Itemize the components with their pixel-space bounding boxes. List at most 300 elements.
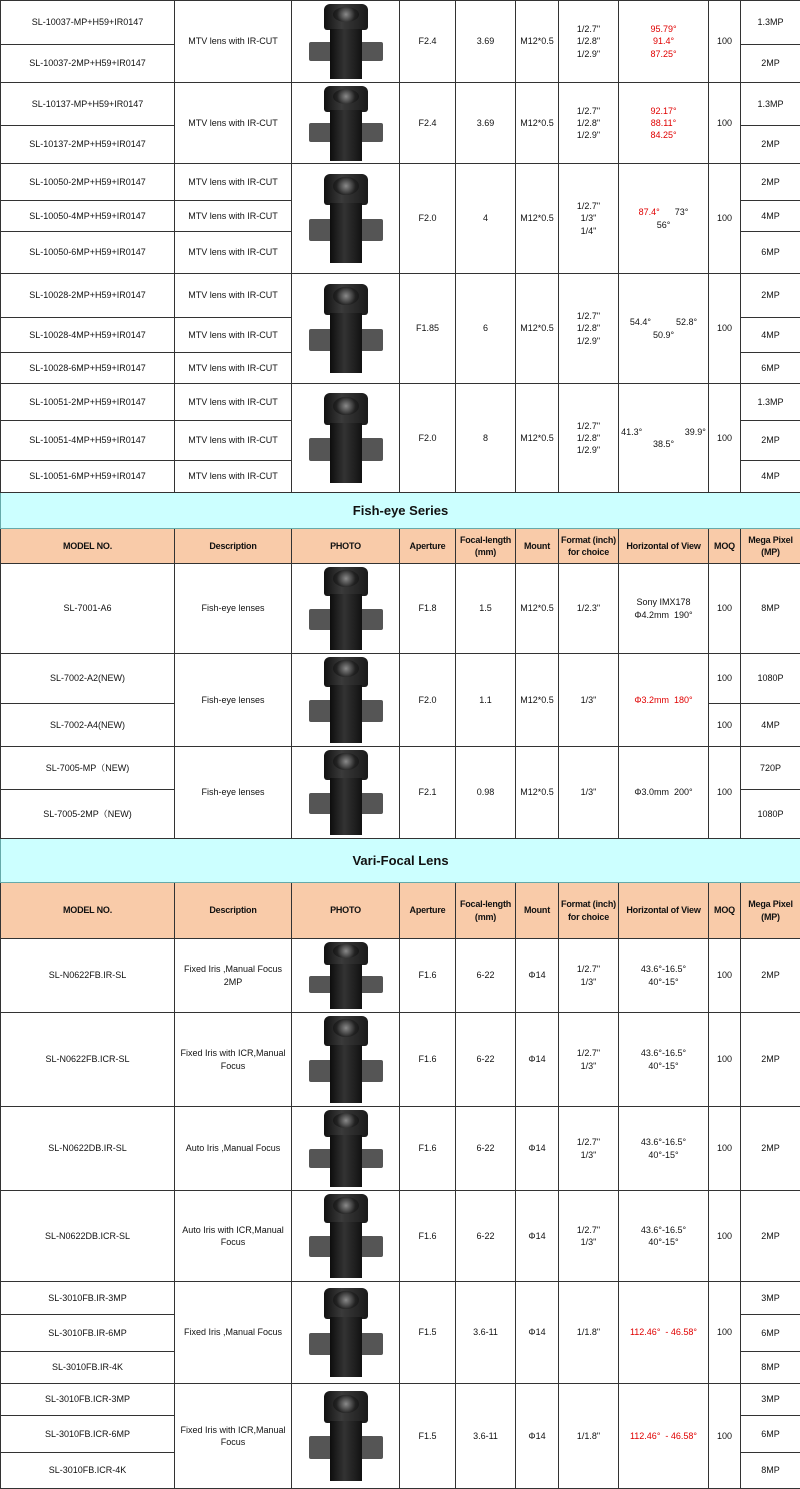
- model-no: SL-7002-A2(NEW): [1, 654, 175, 704]
- lens-photo: [301, 1194, 391, 1279]
- format-value: 1/2.7": [561, 963, 616, 975]
- format-value: 1/3": [561, 1060, 616, 1072]
- moq: 100: [709, 654, 741, 704]
- description: MTV lens with IR-CUT: [175, 164, 292, 201]
- model-no: SL-10137-2MP+H59+IR0147: [1, 126, 175, 164]
- hfov-value: 112.46° - 46.58°: [630, 1431, 697, 1441]
- description: Fixed Iris with ICR,Manual Focus: [175, 1384, 292, 1489]
- photo-cell: [292, 384, 400, 493]
- model-no: SL-3010FB.IR-3MP: [1, 1282, 175, 1315]
- hfov-value: 112.46° - 46.58°: [630, 1327, 697, 1337]
- moq: 100: [709, 1107, 741, 1191]
- horizontal-view: [619, 1, 709, 83]
- aperture: F2.0: [400, 654, 456, 747]
- format: [559, 384, 619, 493]
- column-header: Description: [175, 883, 292, 939]
- aperture: F1.6: [400, 939, 456, 1013]
- hfov-value: 91.4°: [653, 36, 674, 46]
- aperture: F1.6: [400, 1191, 456, 1282]
- format-value: 1/2.7": [561, 1047, 616, 1059]
- format-value: 1/2.7": [561, 23, 616, 35]
- mega-pixel: 1080P: [741, 654, 800, 704]
- mega-pixel: 2MP: [741, 274, 800, 318]
- format-value: 1/2.7": [561, 420, 616, 432]
- hfov-value: 88.11°: [651, 118, 676, 128]
- column-header: Focal-length (mm): [456, 883, 516, 939]
- mount: Φ14: [516, 1282, 559, 1384]
- format-value: 1/2.8": [561, 117, 616, 129]
- format-value: 1/3": [561, 1149, 616, 1161]
- mount: M12*0.5: [516, 1, 559, 83]
- format-value: 1/3": [561, 694, 616, 706]
- focal-length: 3.69: [456, 1, 516, 83]
- table-row: [1, 747, 800, 790]
- moq: 100: [709, 704, 741, 747]
- hfov-value: 50.9°: [653, 330, 674, 340]
- format: [559, 1384, 619, 1489]
- photo-cell: [292, 747, 400, 839]
- format-value: 1/4": [561, 225, 616, 237]
- lens-photo: [301, 393, 391, 483]
- aperture: F2.0: [400, 164, 456, 274]
- horizontal-view: [619, 1384, 709, 1489]
- format-value: 1/2.9": [561, 129, 616, 141]
- aperture: F2.4: [400, 1, 456, 83]
- model-no: SL-7005-2MP（NEW): [1, 790, 175, 839]
- aperture: F2.0: [400, 384, 456, 493]
- mega-pixel: 8MP: [741, 1352, 800, 1384]
- table-row: [1, 274, 800, 318]
- horizontal-view: [619, 384, 709, 493]
- hfov-value: 41.3° 39.9°: [621, 427, 706, 437]
- moq: 100: [709, 384, 741, 493]
- mega-pixel: 3MP: [741, 1282, 800, 1315]
- hfov-line: [621, 316, 706, 328]
- aperture: F1.5: [400, 1282, 456, 1384]
- lens-photo: [301, 174, 391, 264]
- mega-pixel: 6MP: [741, 1416, 800, 1453]
- lens-photo: [301, 86, 391, 161]
- horizontal-view: [619, 164, 709, 274]
- format-value: 1/2.9": [561, 335, 616, 347]
- format: [559, 1, 619, 83]
- model-no: SL-10051-6MP+H59+IR0147: [1, 461, 175, 493]
- model-no: SL-10050-6MP+H59+IR0147: [1, 232, 175, 274]
- mount: M12*0.5: [516, 564, 559, 654]
- lens-photo: [301, 567, 391, 651]
- description: MTV lens with IR-CUT: [175, 83, 292, 164]
- moq: 100: [709, 1, 741, 83]
- model-no: SL-10028-2MP+H59+IR0147: [1, 274, 175, 318]
- photo-cell: [292, 939, 400, 1013]
- hfov-line: [621, 219, 706, 231]
- mega-pixel: 2MP: [741, 1191, 800, 1282]
- hfov-line: [621, 117, 706, 129]
- mega-pixel: 1.3MP: [741, 83, 800, 126]
- mount: Φ14: [516, 939, 559, 1013]
- format-value: 1/2.8": [561, 322, 616, 334]
- photo-cell: [292, 164, 400, 274]
- table-row: [1, 654, 800, 704]
- photo-cell: [292, 83, 400, 164]
- table-row: [1, 1384, 800, 1416]
- moq: 100: [709, 83, 741, 164]
- format: [559, 83, 619, 164]
- description: MTV lens with IR-CUT: [175, 1, 292, 83]
- model-no: SL-N0622FB.ICR-SL: [1, 1013, 175, 1107]
- model-no: SL-N0622DB.IR-SL: [1, 1107, 175, 1191]
- focal-length: 6-22: [456, 1107, 516, 1191]
- mega-pixel: 6MP: [741, 1315, 800, 1352]
- format-value: 1/2.9": [561, 444, 616, 456]
- model-no: SL-10051-4MP+H59+IR0147: [1, 421, 175, 461]
- description: MTV lens with IR-CUT: [175, 353, 292, 384]
- hfov-line: [621, 1136, 706, 1148]
- column-header: PHOTO: [292, 883, 400, 939]
- hfov-value: 43.6°-16.5°: [641, 1137, 686, 1147]
- column-header: MODEL NO.: [1, 529, 175, 564]
- mega-pixel: 2MP: [741, 126, 800, 164]
- hfov-line: [621, 206, 706, 218]
- mega-pixel: 1080P: [741, 790, 800, 839]
- model-no: SL-10037-MP+H59+IR0147: [1, 1, 175, 45]
- hfov-line: [621, 48, 706, 60]
- description: Fixed Iris with ICR,Manual Focus: [175, 1013, 292, 1107]
- hfov-line: [621, 1149, 706, 1161]
- column-header: Horizontal of View: [619, 883, 709, 939]
- mega-pixel: 2MP: [741, 421, 800, 461]
- section-title: Vari-Focal Lens: [1, 839, 800, 883]
- table-row: [1, 1107, 800, 1191]
- horizontal-view: [619, 564, 709, 654]
- description: Auto Iris ,Manual Focus: [175, 1107, 292, 1191]
- hfov-value: 87.4°: [639, 207, 660, 217]
- description: MTV lens with IR-CUT: [175, 461, 292, 493]
- column-header: Mega Pixel (MP): [741, 883, 800, 939]
- mega-pixel: 4MP: [741, 461, 800, 493]
- mega-pixel: 2MP: [741, 164, 800, 201]
- table-row: [1, 1191, 800, 1282]
- column-header: Mount: [516, 883, 559, 939]
- column-header: Mega Pixel (MP): [741, 529, 800, 564]
- photo-cell: [292, 1282, 400, 1384]
- focal-length: 6-22: [456, 939, 516, 1013]
- format-value: 1/2.7": [561, 1224, 616, 1236]
- format-value: 1/2.8": [561, 432, 616, 444]
- hfov-value: Sony IMX178: [636, 597, 690, 607]
- table-row: [1, 83, 800, 126]
- hfov-value: 40°-15°: [648, 1150, 678, 1160]
- table-row: [1, 1013, 800, 1107]
- aperture: F2.1: [400, 747, 456, 839]
- focal-length: 3.69: [456, 83, 516, 164]
- column-header: MODEL NO.: [1, 883, 175, 939]
- focal-length: 6-22: [456, 1013, 516, 1107]
- format: [559, 654, 619, 747]
- mega-pixel: 8MP: [741, 1453, 800, 1489]
- column-header: Aperture: [400, 529, 456, 564]
- hfov-line: [621, 426, 706, 438]
- hfov-value: 43.6°-16.5°: [641, 1048, 686, 1058]
- aperture: F1.85: [400, 274, 456, 384]
- mega-pixel: 1.3MP: [741, 384, 800, 421]
- model-no: SL-10050-4MP+H59+IR0147: [1, 201, 175, 232]
- hfov-line: [621, 694, 706, 706]
- lens-photo: [301, 942, 391, 1010]
- format: [559, 1013, 619, 1107]
- hfov-line: [621, 976, 706, 988]
- hfov-value: Φ3.0mm 200°: [634, 787, 692, 797]
- mount: M12*0.5: [516, 654, 559, 747]
- column-header: Format (inch) for choice: [559, 883, 619, 939]
- mega-pixel: 2MP: [741, 939, 800, 1013]
- hfov-value: 87.25°: [650, 49, 676, 59]
- horizontal-view: [619, 1282, 709, 1384]
- hfov-line: [621, 1060, 706, 1072]
- mega-pixel: 720P: [741, 747, 800, 790]
- format-value: 1/1.8": [561, 1430, 616, 1442]
- aperture: F1.6: [400, 1107, 456, 1191]
- horizontal-view: [619, 274, 709, 384]
- hfov-value: 38.5°: [653, 439, 674, 449]
- column-header: MOQ: [709, 883, 741, 939]
- hfov-line: [621, 609, 706, 621]
- hfov-line: [621, 329, 706, 341]
- focal-length: 1.1: [456, 654, 516, 747]
- horizontal-view: [619, 654, 709, 747]
- hfov-line: [621, 1224, 706, 1236]
- hfov-value: 43.6°-16.5°: [641, 1225, 686, 1235]
- format-value: 1/2.3": [561, 602, 616, 614]
- horizontal-view: [619, 1191, 709, 1282]
- column-header: Mount: [516, 529, 559, 564]
- description: MTV lens with IR-CUT: [175, 318, 292, 353]
- section-title: Fish-eye Series: [1, 493, 800, 529]
- format-value: 1/2.9": [561, 48, 616, 60]
- focal-length: 0.98: [456, 747, 516, 839]
- mega-pixel: 4MP: [741, 704, 800, 747]
- description: MTV lens with IR-CUT: [175, 421, 292, 461]
- mount: M12*0.5: [516, 384, 559, 493]
- mega-pixel: 2MP: [741, 1013, 800, 1107]
- focal-length: 8: [456, 384, 516, 493]
- format-value: 1/1.8": [561, 1326, 616, 1338]
- mega-pixel: 6MP: [741, 353, 800, 384]
- mega-pixel: 4MP: [741, 201, 800, 232]
- model-no: SL-3010FB.ICR-3MP: [1, 1384, 175, 1416]
- hfov-value: 40°-15°: [648, 977, 678, 987]
- mega-pixel: 1.3MP: [741, 1, 800, 45]
- lens-photo: [301, 1016, 391, 1104]
- focal-length: 6-22: [456, 1191, 516, 1282]
- hfov-value: 95.79°: [650, 24, 676, 34]
- horizontal-view: [619, 83, 709, 164]
- model-no: SL-10050-2MP+H59+IR0147: [1, 164, 175, 201]
- model-no: SL-10028-4MP+H59+IR0147: [1, 318, 175, 353]
- hfov-value: Φ3.2mm 180°: [634, 695, 692, 705]
- description: Fixed Iris ,Manual Focus 2MP: [175, 939, 292, 1013]
- table-row: [1, 939, 800, 1013]
- format: [559, 564, 619, 654]
- column-header: MOQ: [709, 529, 741, 564]
- format-value: 1/3": [561, 976, 616, 988]
- hfov-value: 54.4° 52.8°: [630, 317, 697, 327]
- model-no: SL-N0622DB.ICR-SL: [1, 1191, 175, 1282]
- hfov-line: [621, 129, 706, 141]
- model-no: SL-3010FB.IR-4K: [1, 1352, 175, 1384]
- focal-length: 6: [456, 274, 516, 384]
- mount: Φ14: [516, 1384, 559, 1489]
- lens-photo: [301, 4, 391, 80]
- mega-pixel: 2MP: [741, 1107, 800, 1191]
- hfov-line: [621, 23, 706, 35]
- lens-photo: [301, 284, 391, 374]
- hfov-line: [621, 1430, 706, 1442]
- format: [559, 1107, 619, 1191]
- mega-pixel: 6MP: [741, 232, 800, 274]
- moq: 100: [709, 1013, 741, 1107]
- photo-cell: [292, 1191, 400, 1282]
- format-value: 1/2.7": [561, 310, 616, 322]
- table-row: [1, 564, 800, 654]
- description: MTV lens with IR-CUT: [175, 232, 292, 274]
- model-no: SL-10051-2MP+H59+IR0147: [1, 384, 175, 421]
- hfov-line: [621, 963, 706, 975]
- format: [559, 164, 619, 274]
- horizontal-view: [619, 1107, 709, 1191]
- photo-cell: [292, 654, 400, 747]
- model-no: SL-3010FB.ICR-4K: [1, 1453, 175, 1489]
- description: Fixed Iris ,Manual Focus: [175, 1282, 292, 1384]
- description: Fish-eye lenses: [175, 654, 292, 747]
- column-header: Horizontal of View: [619, 529, 709, 564]
- format-value: 1/2.8": [561, 35, 616, 47]
- description: Fish-eye lenses: [175, 747, 292, 839]
- table-row: [1, 164, 800, 201]
- description: Auto Iris with ICR,Manual Focus: [175, 1191, 292, 1282]
- aperture: F1.5: [400, 1384, 456, 1489]
- moq: 100: [709, 1191, 741, 1282]
- mount: M12*0.5: [516, 747, 559, 839]
- model-no: SL-7002-A4(NEW): [1, 704, 175, 747]
- column-header: Aperture: [400, 883, 456, 939]
- format-value: 1/3": [561, 1236, 616, 1248]
- model-no: SL-10037-2MP+H59+IR0147: [1, 45, 175, 83]
- format-value: 1/2.7": [561, 1136, 616, 1148]
- photo-cell: [292, 564, 400, 654]
- hfov-line: [621, 105, 706, 117]
- hfov-value: 73°: [660, 207, 689, 217]
- horizontal-view: [619, 747, 709, 839]
- focal-length: 3.6-11: [456, 1282, 516, 1384]
- moq: 100: [709, 747, 741, 839]
- model-no: SL-3010FB.IR-6MP: [1, 1315, 175, 1352]
- moq: 100: [709, 564, 741, 654]
- hfov-value: 40°-15°: [648, 1061, 678, 1071]
- moq: 100: [709, 1282, 741, 1384]
- description: Fish-eye lenses: [175, 564, 292, 654]
- hfov-value: Φ4.2mm 190°: [634, 610, 692, 620]
- format-value: 1/3": [561, 212, 616, 224]
- description: MTV lens with IR-CUT: [175, 384, 292, 421]
- format: [559, 747, 619, 839]
- description: MTV lens with IR-CUT: [175, 201, 292, 232]
- lens-photo: [301, 1110, 391, 1188]
- mega-pixel: 4MP: [741, 318, 800, 353]
- model-no: SL-7005-MP（NEW): [1, 747, 175, 790]
- table-row: [1, 1282, 800, 1315]
- photo-cell: [292, 274, 400, 384]
- lens-photo: [301, 657, 391, 744]
- mount: Φ14: [516, 1013, 559, 1107]
- hfov-line: [621, 438, 706, 450]
- aperture: F1.6: [400, 1013, 456, 1107]
- hfov-line: [621, 1047, 706, 1059]
- column-header: Format (inch) for choice: [559, 529, 619, 564]
- hfov-value: 84.25°: [650, 130, 676, 140]
- mega-pixel: 2MP: [741, 45, 800, 83]
- horizontal-view: [619, 1013, 709, 1107]
- model-no: SL-N0622FB.IR-SL: [1, 939, 175, 1013]
- moq: 100: [709, 274, 741, 384]
- photo-cell: [292, 1384, 400, 1489]
- hfov-value: 56°: [657, 220, 671, 230]
- model-no: SL-7001-A6: [1, 564, 175, 654]
- column-header: Focal-length (mm): [456, 529, 516, 564]
- lens-photo: [301, 1391, 391, 1481]
- model-no: SL-3010FB.ICR-6MP: [1, 1416, 175, 1453]
- column-header: PHOTO: [292, 529, 400, 564]
- table-row: [1, 384, 800, 421]
- format: [559, 274, 619, 384]
- format-value: 1/3": [561, 786, 616, 798]
- mount: Φ14: [516, 1191, 559, 1282]
- format: [559, 939, 619, 1013]
- table-row: [1, 1, 800, 45]
- hfov-line: [621, 786, 706, 798]
- photo-cell: [292, 1, 400, 83]
- mega-pixel: 8MP: [741, 564, 800, 654]
- focal-length: 1.5: [456, 564, 516, 654]
- format: [559, 1191, 619, 1282]
- photo-cell: [292, 1107, 400, 1191]
- mount: M12*0.5: [516, 274, 559, 384]
- model-no: SL-10137-MP+H59+IR0147: [1, 83, 175, 126]
- format-value: 1/2.7": [561, 200, 616, 212]
- hfov-value: 40°-15°: [648, 1237, 678, 1247]
- hfov-line: [621, 1326, 706, 1338]
- hfov-line: [621, 35, 706, 47]
- moq: 100: [709, 164, 741, 274]
- lens-photo: [301, 750, 391, 836]
- column-header: Description: [175, 529, 292, 564]
- aperture: F2.4: [400, 83, 456, 164]
- hfov-line: [621, 1236, 706, 1248]
- moq: 100: [709, 1384, 741, 1489]
- mount: M12*0.5: [516, 164, 559, 274]
- description: MTV lens with IR-CUT: [175, 274, 292, 318]
- moq: 100: [709, 939, 741, 1013]
- horizontal-view: [619, 939, 709, 1013]
- photo-cell: [292, 1013, 400, 1107]
- model-no: SL-10028-6MP+H59+IR0147: [1, 353, 175, 384]
- focal-length: 4: [456, 164, 516, 274]
- aperture: F1.8: [400, 564, 456, 654]
- format: [559, 1282, 619, 1384]
- hfov-value: 43.6°-16.5°: [641, 964, 686, 974]
- mount: M12*0.5: [516, 83, 559, 164]
- focal-length: 3.6-11: [456, 1384, 516, 1489]
